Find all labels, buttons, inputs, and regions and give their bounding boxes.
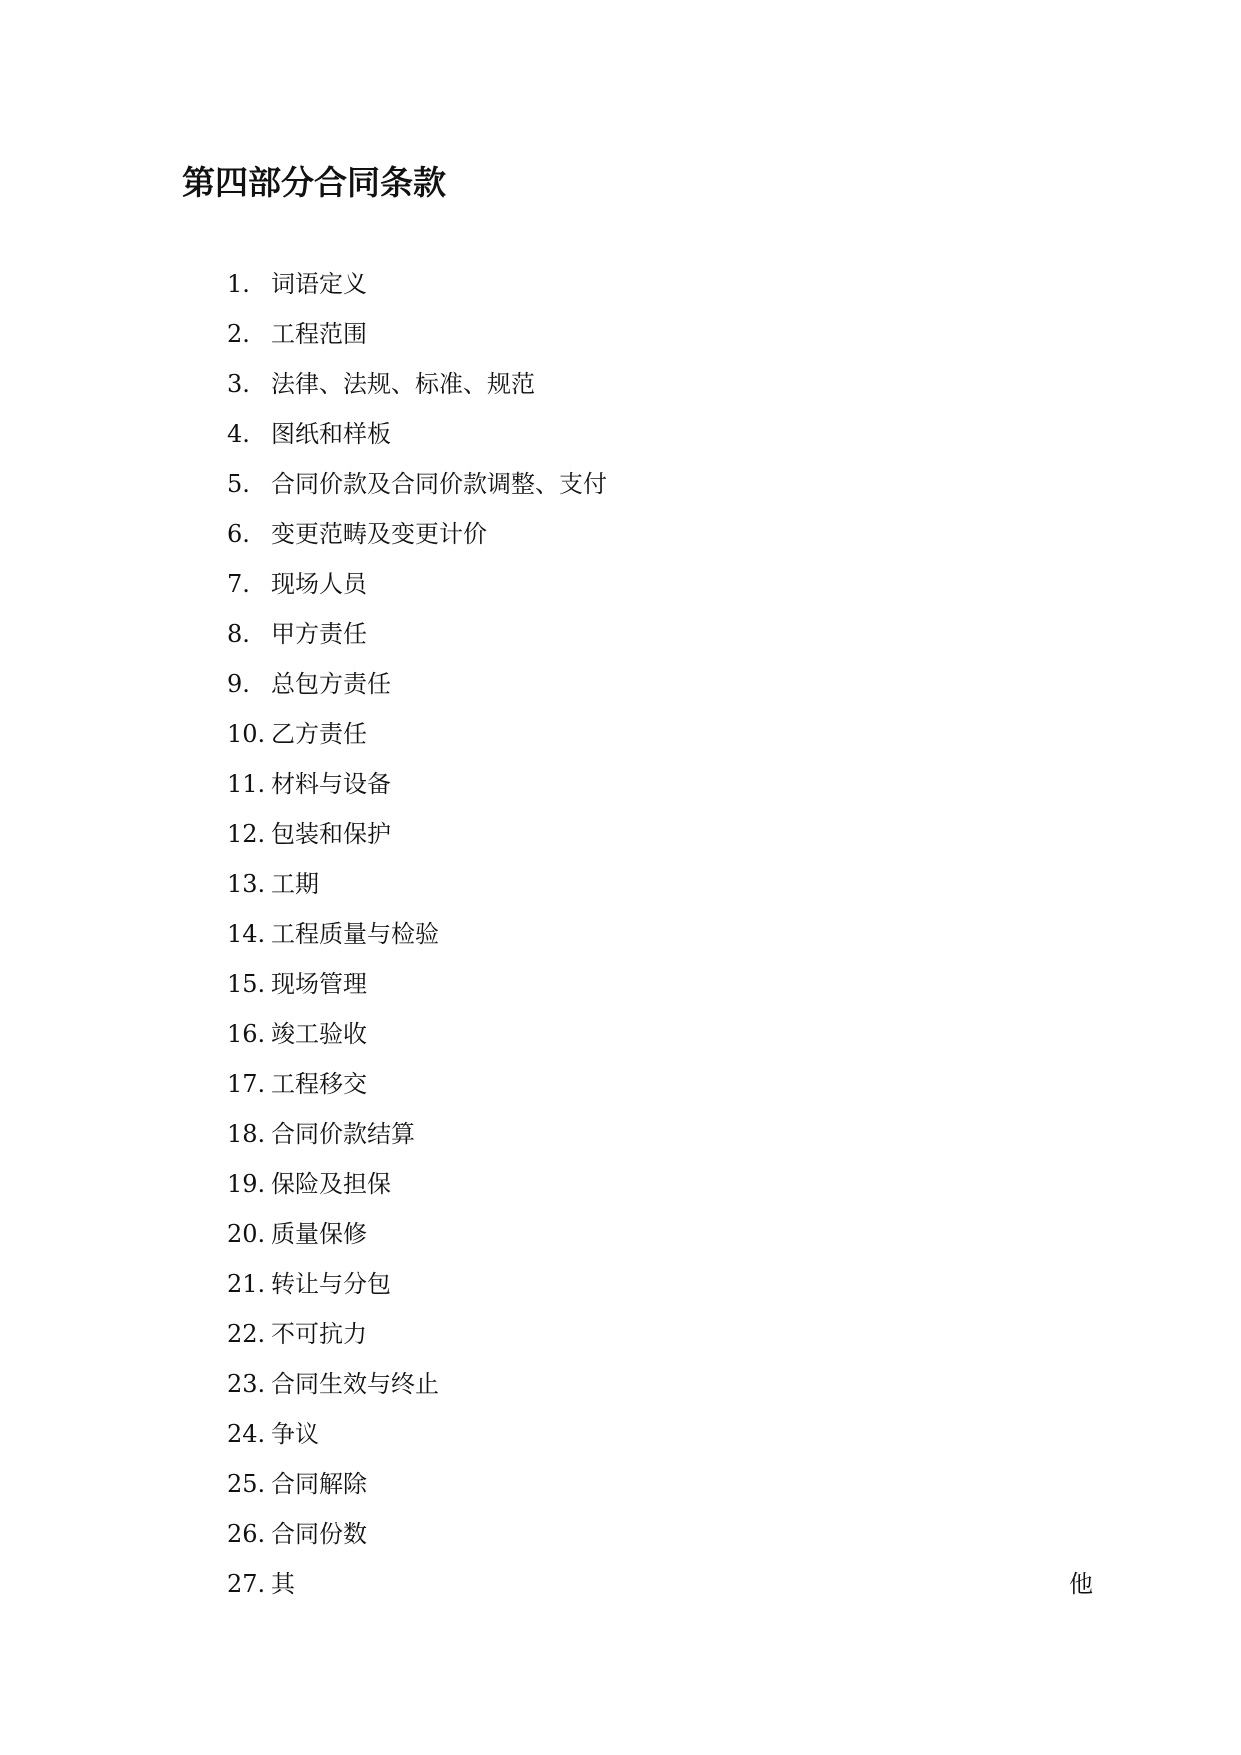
item-text: 现场管理 [271,970,367,998]
item-number: 2. [227,320,250,348]
item-number: 13. [227,870,266,898]
item-number: 19. [227,1170,266,1198]
list-item [227,1112,1093,1162]
list-item [227,762,1093,812]
item-number: 7. [227,570,250,598]
item-number: 11. [227,770,266,798]
item-number: 17. [227,1070,266,1098]
list-item [227,962,1093,1012]
list-item [227,712,1093,762]
list-item [227,1162,1093,1212]
list-item [227,412,1093,462]
item-text: 词语定义 [271,270,367,298]
list-item [227,912,1093,962]
item-text: 工程移交 [271,1070,367,1098]
list-item [227,1312,1093,1362]
item-number: 4. [227,420,250,448]
list-item [227,1462,1093,1512]
item-number: 5. [227,470,250,498]
list-item [227,362,1093,412]
item-number: 18. [227,1120,266,1148]
list-item [227,262,1093,312]
item-number: 23. [227,1370,266,1398]
item-number: 25. [227,1470,266,1498]
list-item [227,1212,1093,1262]
list-item [227,662,1093,712]
item-text: 质量保修 [271,1220,367,1248]
item-text: 工程质量与检验 [271,920,439,948]
item-number: 3. [227,370,250,398]
list-item [227,562,1093,612]
list-item [227,862,1093,912]
list-item [227,812,1093,862]
page-title: 第四部分合同条款 [182,163,446,202]
list-item [227,1412,1093,1462]
item-text: 合同解除 [271,1470,367,1498]
item-text-tail: 他 [1069,1570,1093,1598]
list-item [227,1362,1093,1412]
list-item [227,1262,1093,1312]
item-text: 转让与分包 [271,1270,391,1298]
item-text: 竣工验收 [271,1020,367,1048]
item-text: 合同价款及合同价款调整、支付 [271,470,607,498]
item-text: 材料与设备 [271,770,391,798]
list-item [227,512,1093,562]
item-text: 乙方责任 [271,720,367,748]
item-text: 工期 [271,870,319,898]
list-item [227,312,1093,362]
list-item [227,1562,1093,1612]
item-number: 24. [227,1420,266,1448]
item-number: 9. [227,670,250,698]
item-number: 26. [227,1520,266,1548]
item-text: 合同份数 [271,1520,367,1548]
item-number: 8. [227,620,250,648]
item-text: 合同生效与终止 [271,1370,439,1398]
item-text: 包装和保护 [271,820,391,848]
item-number: 1. [227,270,250,298]
item-number: 21. [227,1270,266,1298]
item-number: 10. [227,720,266,748]
item-text: 争议 [271,1420,319,1448]
item-text: 图纸和样板 [271,420,391,448]
item-number: 20. [227,1220,266,1248]
list-item [227,612,1093,662]
item-text: 不可抗力 [271,1320,367,1348]
item-text: 现场人员 [271,570,367,598]
item-number: 14. [227,920,266,948]
item-number: 12. [227,820,266,848]
list-item [227,1512,1093,1562]
contract-clause-list [227,262,1093,1612]
item-text: 总包方责任 [271,670,391,698]
item-text: 变更范畴及变更计价 [271,520,487,548]
item-text: 甲方责任 [271,620,367,648]
item-number: 27. [227,1570,266,1598]
item-number: 22. [227,1320,266,1348]
item-number: 16. [227,1020,266,1048]
item-text: 法律、法规、标准、规范 [271,370,535,398]
list-item [227,1012,1093,1062]
item-text: 合同价款结算 [271,1120,415,1148]
item-text: 工程范围 [271,320,367,348]
list-item [227,462,1093,512]
item-number: 15. [227,970,266,998]
item-text: 其 [271,1570,295,1598]
item-text: 保险及担保 [271,1170,391,1198]
item-number: 6. [227,520,250,548]
list-item [227,1062,1093,1112]
